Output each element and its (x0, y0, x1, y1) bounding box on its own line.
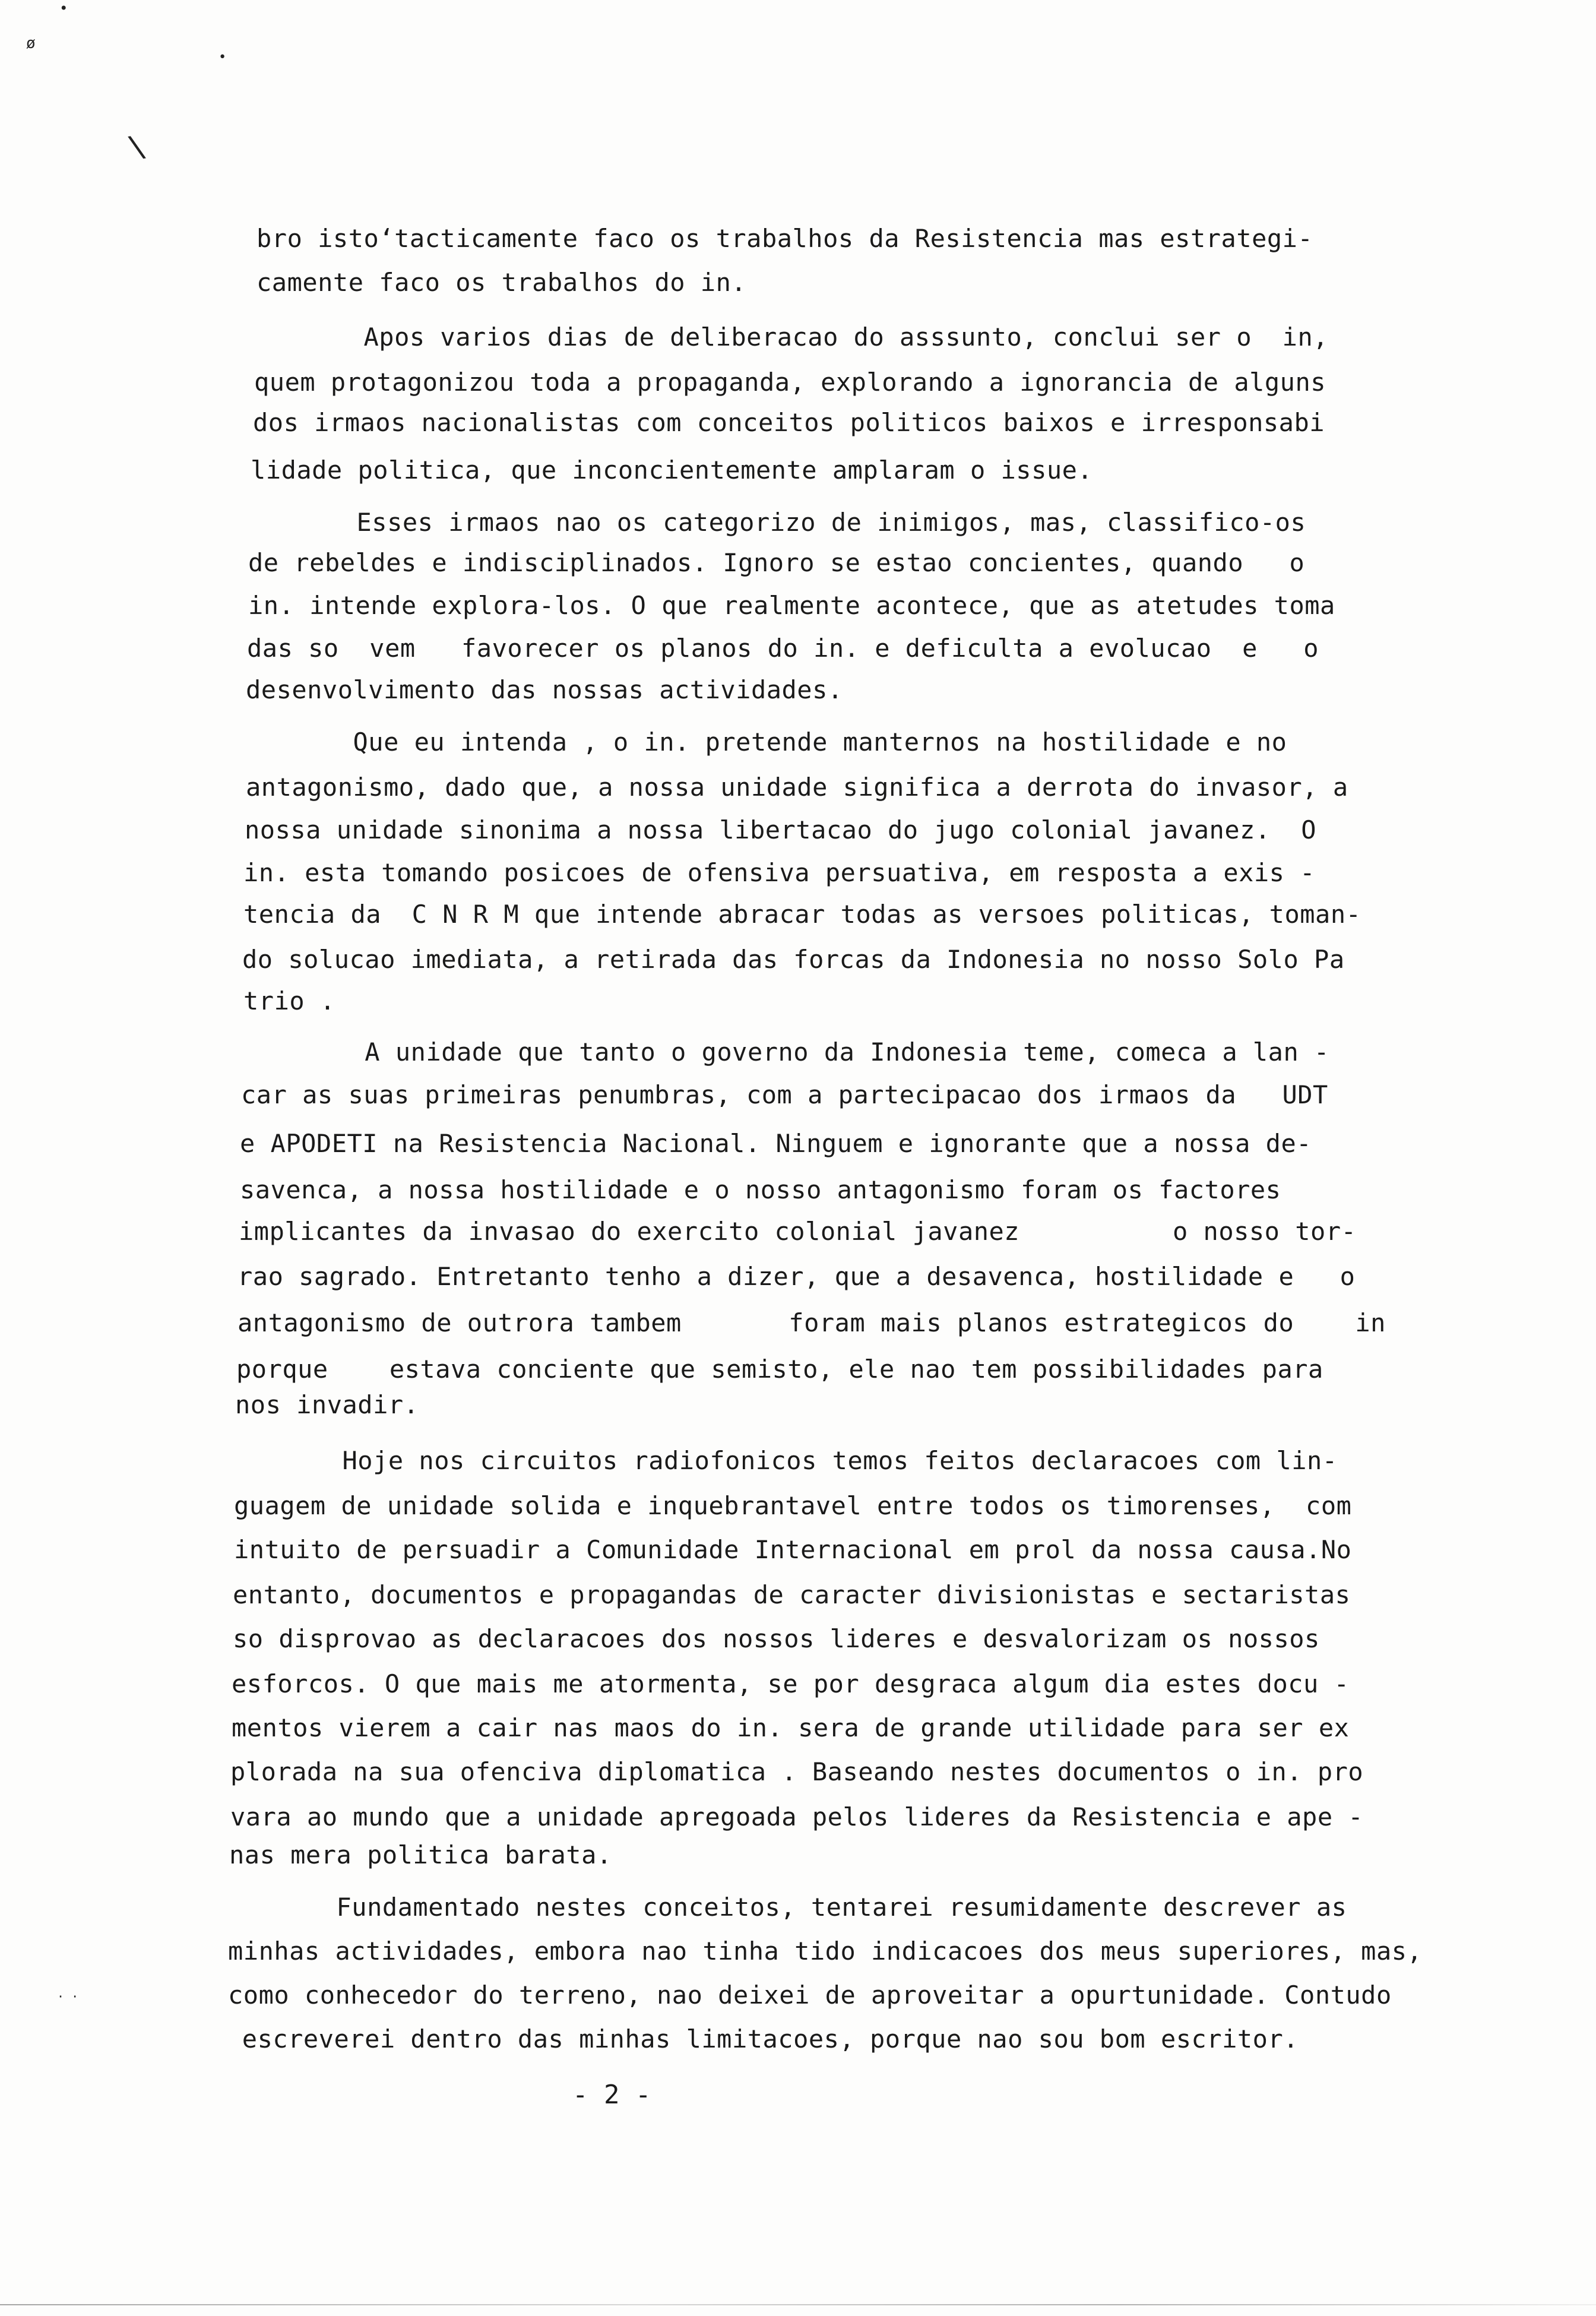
scan-speck-mark: • (59, 0, 68, 17)
text-line: in. esta tomando posicoes de ofensiva persuativa, em resposta a exis - (243, 858, 1316, 887)
text-line: intuito de persuadir a Comunidade Internacional em prol da nossa causa.No (234, 1535, 1352, 1564)
text-line: de rebeldes e indisciplinados. Ignoro se estao concientes, quando o (248, 548, 1305, 577)
text-line: camente faco os trabalhos do in. (256, 268, 747, 297)
text-line: nossa unidade sinonima a nossa libertacao do jugo colonial javanez. O (245, 815, 1317, 844)
text-line: dos irmaos nacionalistas com conceitos politicos baixos e irresponsabi (253, 408, 1325, 437)
text-line: das so vem favorecer os planos do in. e deficulta a evolucao e o (247, 634, 1319, 663)
scan-speck-mark: \ (125, 128, 149, 166)
text-line: mentos vierem a cair nas maos do in. sera de grande utilidade para ser ex (232, 1713, 1350, 1742)
scan-speck-mark: · · (57, 1989, 79, 2004)
text-line: Hoje nos circuitos radiofonicos temos feitos declaracoes com lin- (235, 1446, 1338, 1475)
text-line: guagem de unidade solida e inquebrantavel entre todos os timorenses, com (234, 1491, 1352, 1520)
text-line: so disprovao as declaracoes dos nossos lideres e desvalorizam os nossos (233, 1624, 1320, 1653)
text-line: e APODETI na Resistencia Nacional. Ninguem e ignorante que a nossa de- (240, 1129, 1312, 1158)
text-line: do solucao imediata, a retirada das forcas da Indonesia no nosso Solo Pa (242, 945, 1345, 974)
text-line: bro isto‘tacticamente faco os trabalhos da Resistencia mas estrategi- (256, 224, 1313, 253)
text-line: como conhecedor do terreno, nao deixei de aproveitar a opurtunidade. Contudo (228, 1980, 1392, 2010)
text-line: nos invadir. (235, 1390, 419, 1419)
scan-speck-mark: ø (26, 34, 36, 52)
text-line: antagonismo de outrora tambem foram mais planos estrategicos do in (238, 1308, 1386, 1337)
text-line: antagonismo, dado que, a nossa unidade significa a derrota do invasor, a (246, 773, 1348, 802)
text-line: Fundamentado nestes conceitos, tentarei resumidamente descrever as (229, 1893, 1347, 1922)
text-line: rao sagrado. Entretanto tenho a dizer, que a desavenca, hostilidade e o (238, 1262, 1356, 1291)
text-line: esforcos. O que mais me atormenta, se por desgraca algum dia estes docu - (232, 1669, 1350, 1698)
text-line: porque estava conciente que semisto, ele nao tem possibilidades para (236, 1355, 1323, 1384)
scan-speck-mark: • (218, 50, 227, 65)
text-line: vara ao mundo que a unidade apregoada pelos lideres da Resistencia e ape - (230, 1802, 1364, 1831)
text-line: desenvolvimento das nossas actividades. (246, 675, 843, 704)
scan-bottom-edge (0, 2304, 1596, 2305)
text-line: minhas actividades, embora nao tinha tido indicacoes dos meus superiores, mas, (228, 1937, 1423, 1966)
text-line: entanto, documentos e propagandas de caracter divisionistas e sectaristas (233, 1580, 1351, 1609)
text-line: Esses irmaos nao os categorizo de inimigos, mas, classifico-os (249, 508, 1306, 537)
text-line: trio . (243, 986, 335, 1015)
text-line: lidade politica, que inconcientemente amplaram o issue. (251, 455, 1093, 485)
text-line: implicantes da invasao do exercito colonial javanez o nosso tor- (239, 1217, 1357, 1246)
text-line: plorada na sua ofenciva diplomatica . Baseando nestes documentos o in. pro (230, 1757, 1364, 1786)
page-number: - 2 - (572, 2080, 651, 2110)
text-line: tencia da C N R M que intende abracar todas as versoes politicas, toman- (243, 900, 1361, 929)
text-line: Apos varios dias de deliberacao do asssunto, conclui ser o in, (256, 322, 1329, 352)
text-line: Que eu intenda , o in. pretende manternos na hostilidade e no (246, 727, 1287, 757)
text-line: in. intende explora-los. O que realmente acontece, que as atetudes toma (248, 591, 1335, 620)
text-line: escreverei dentro das minhas limitacoes, porque nao sou bom escritor. (227, 2024, 1299, 2054)
text-line: savenca, a nossa hostilidade e o nosso antagonismo foram os factores (240, 1175, 1281, 1204)
text-line: quem protagonizou toda a propaganda, explorando a ignorancia de alguns (254, 368, 1326, 397)
text-line: car as suas primeiras penumbras, com a partecipacao dos irmaos da UDT (241, 1080, 1328, 1109)
text-line: nas mera politica barata. (229, 1840, 612, 1869)
text-line: A unidade que tanto o governo da Indonesia teme, comeca a lan - (242, 1037, 1329, 1067)
